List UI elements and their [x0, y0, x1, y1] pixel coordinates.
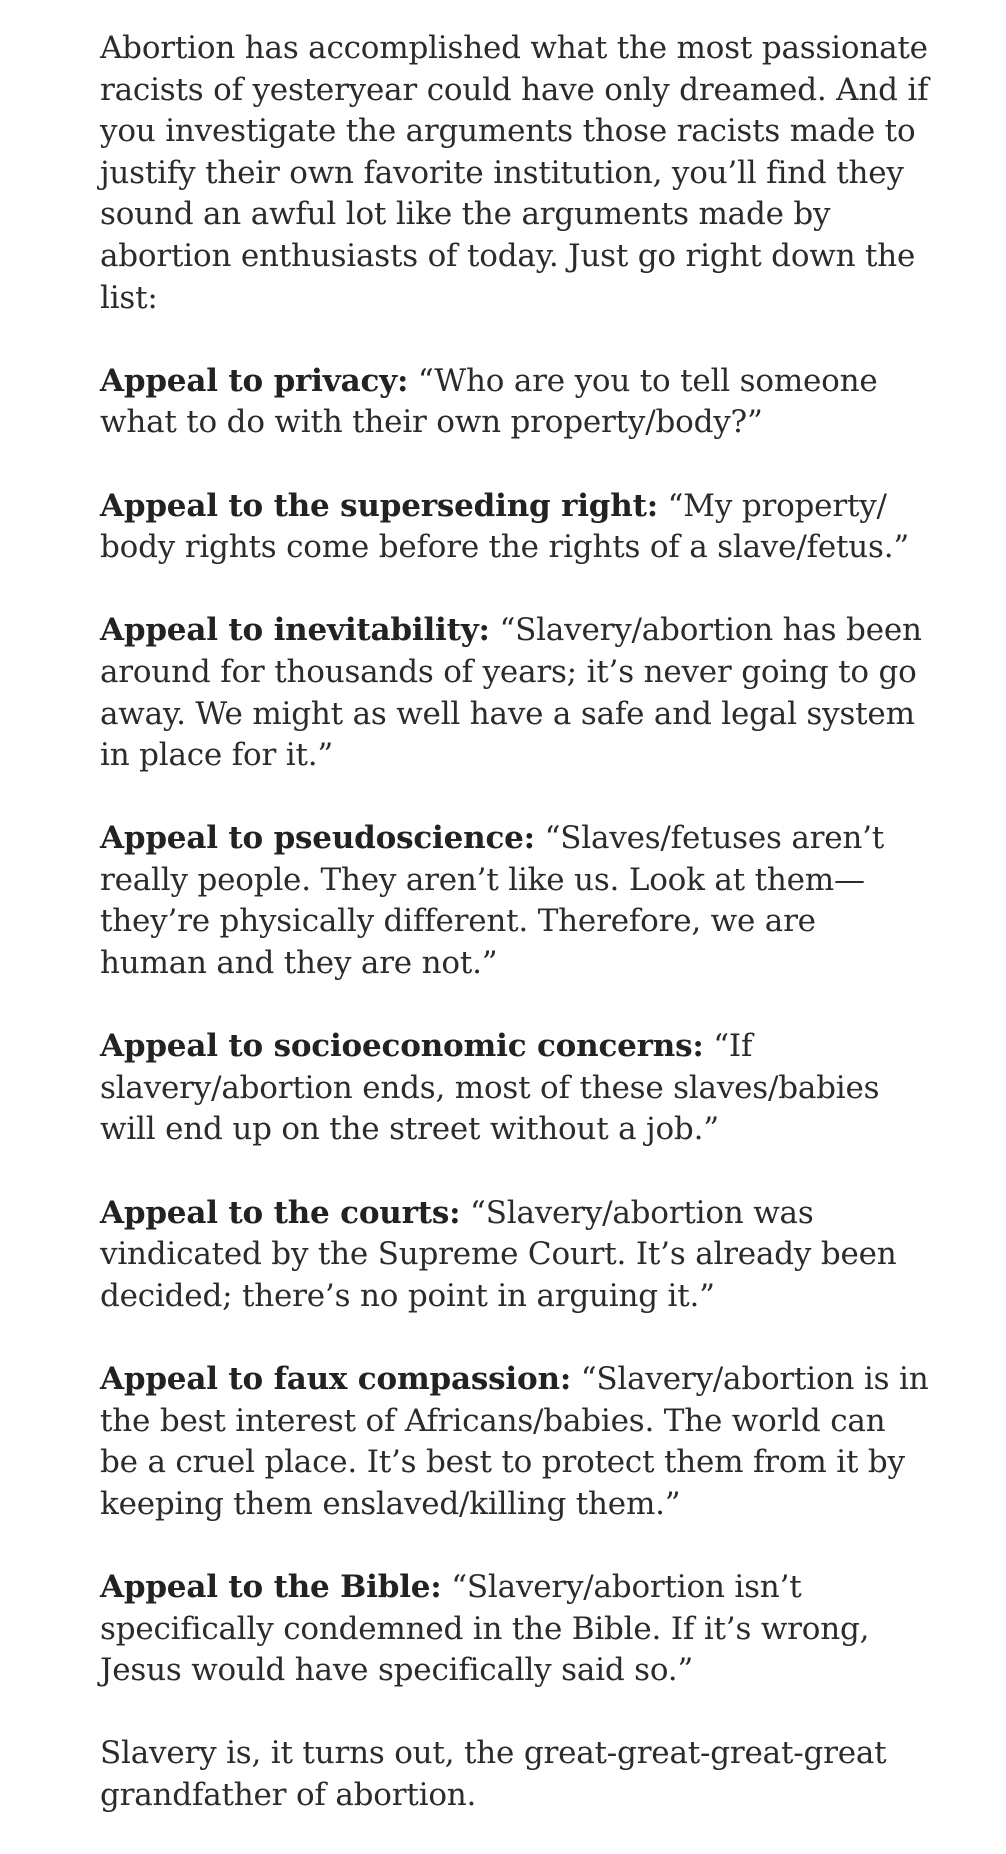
appeal-paragraph-privacy [100, 361, 930, 444]
appeal-text: “Slaves/fetuses aren’t really people. They aren’t like us. Look at them—they’re physically different. Therefore, we are human and they are not.” [100, 820, 885, 982]
appeal-label: Appeal to the Bible: [100, 1568, 442, 1605]
appeal-paragraph-courts [100, 1193, 930, 1318]
intro-paragraph: Abortion has accomplished what the most passionate racists of yesteryear could have only dreamed. And if you investigate the arguments those racists made to justify their own favorite institution, you’ll find they sound an awful lot like the arguments made by abortion enthusiasts of today. Just go right down the list: [100, 30, 929, 316]
appeal-paragraph-socioeconomic [100, 1026, 930, 1151]
appeal-label: Appeal to faux compassion: [100, 1361, 572, 1397]
appeal-label: Appeal to the superseding right: [100, 487, 658, 524]
appeal-paragraph-inevitability [100, 610, 930, 776]
appeal-label: Appeal to inevitability: [100, 612, 490, 649]
appeal-paragraph-faux-compassion [100, 1359, 930, 1525]
conclusion-paragraph: Slavery is, it turns out, the great-great-great-great grandfather of abortion. [100, 1735, 887, 1813]
appeal-text: “If slavery/abortion ends, most of these slaves/babies will end up on the street without a job.” [100, 1028, 880, 1148]
appeal-paragraph-pseudoscience [100, 818, 930, 984]
appeal-text: “Slavery/abortion isn’t specifically condemned in the Bible. If it’s wrong, Jesus would have specifically said so.” [100, 1568, 870, 1689]
appeal-paragraph-superseding-right [100, 486, 930, 569]
appeal-text: “Slavery/abortion is in the best interest of Africans/babies. The world can be a cruel place. It’s best to protect them from it by keeping them enslaved/killing them.” [100, 1361, 929, 1522]
appeal-paragraph-bible [100, 1567, 930, 1692]
appeal-label: Appeal to socioeconomic concerns: [100, 1028, 704, 1065]
appeal-text: “My property/ body rights come before the rights of a slave/fetus.” [100, 487, 910, 566]
appeal-label: Appeal to privacy: [100, 362, 409, 399]
appeal-text: “Slavery/abortion was vindicated by the Supreme Court. It’s already been decided; there’s no point in arguing it.” [100, 1194, 897, 1314]
article-body [100, 28, 930, 1817]
appeal-text: “Slavery/abortion has been around for thousands of years; it’s never going to go away. We might as well have a safe and legal system in place for it.” [100, 612, 922, 774]
appeal-label: Appeal to pseudoscience: [100, 820, 535, 857]
appeal-text: “Who are you to tell someone what to do with their own property/body?” [100, 362, 878, 441]
appeal-label: Appeal to the courts: [100, 1194, 461, 1231]
